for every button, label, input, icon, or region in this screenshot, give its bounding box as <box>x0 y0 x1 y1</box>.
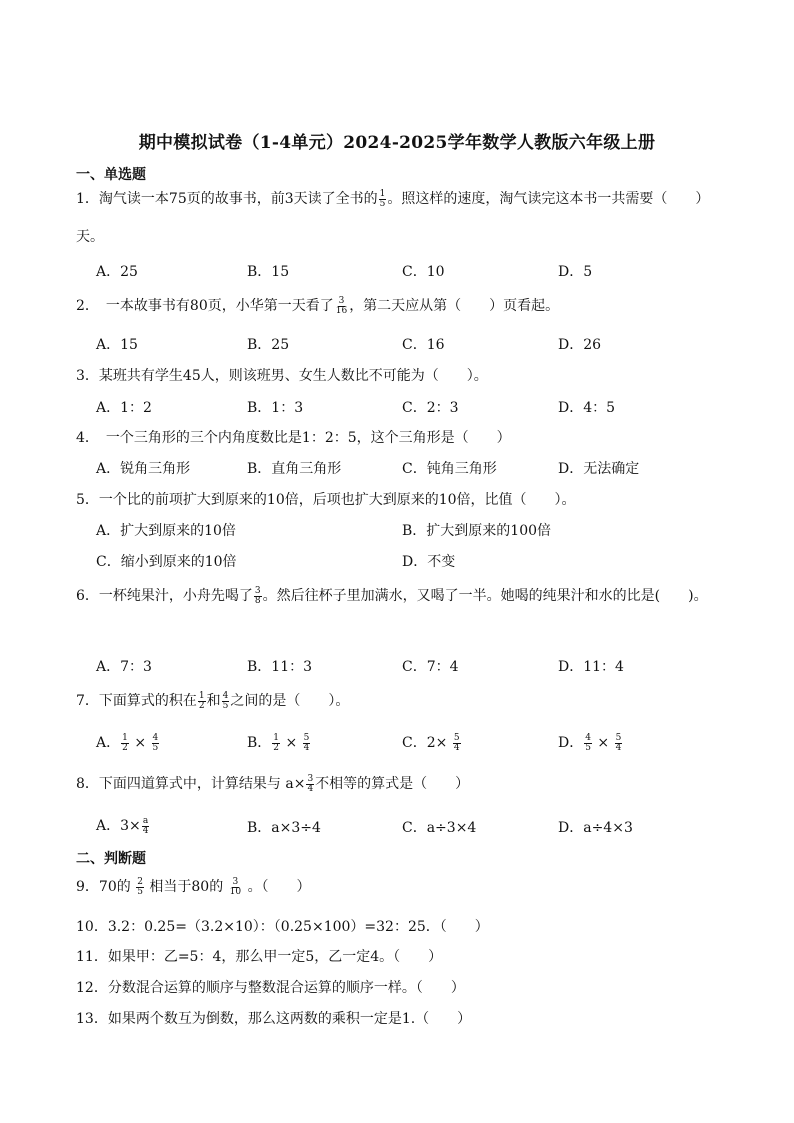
option-b[interactable]: B．扩大到原来的100倍 <box>402 523 552 539</box>
option-b[interactable]: B．15 <box>247 264 290 280</box>
section-heading-true-false: 二、判断题 <box>76 851 146 867</box>
fraction: $\frac{1}{2}$ <box>273 732 280 753</box>
question-6 <box>76 577 716 615</box>
question-12: 12．分数混合运算的顺序与整数混合运算的顺序一样。（ ） <box>76 980 465 996</box>
option-b[interactable]: B．1：3 <box>247 400 304 416</box>
option-c[interactable]: C．16 <box>402 337 445 353</box>
fraction: $\frac{4}{5}$ <box>152 732 159 753</box>
question-text: 和 <box>206 693 221 709</box>
fraction: $\frac{a}{4}$ <box>142 815 149 836</box>
fraction: $\frac{4}{5}$ <box>222 690 229 711</box>
fraction: $\frac{4}{5}$ <box>585 732 591 753</box>
option-b[interactable]: B．25 <box>247 337 290 353</box>
question-text: 不相等的算式是（ ） <box>315 776 470 792</box>
question-10: 10．3.2：0.25=（3.2×10）：（0.25×100）=32：25．（ ） <box>76 919 489 935</box>
question-text: 之间的是（ ）。 <box>230 693 350 709</box>
option-c[interactable]: C．2× $\frac{5}{4}$ <box>402 732 460 753</box>
question-5: 5．一个比的前项扩大到原来的10倍，后项也扩大到原来的10倍，比值（ ）。 <box>76 492 576 508</box>
option-d[interactable]: D． $\frac{4}{5}$ × $\frac{5}{4}$ <box>558 732 622 753</box>
question-text: 1．淘气读一本75页的故事书，前3天读了全书的 <box>76 191 378 207</box>
option-c[interactable]: C．10 <box>402 264 445 280</box>
question-11: 11．如果甲：乙=5：4，那么甲一定5，乙一定4。（ ） <box>76 949 443 965</box>
option-c[interactable]: C．a÷3×4 <box>402 820 477 836</box>
fraction: $\frac{1}{5}$ <box>379 188 386 209</box>
fraction: $\frac{3}{10}$ <box>229 876 242 897</box>
option-d[interactable]: D．不变 <box>402 554 456 570</box>
option-d[interactable]: D．11：4 <box>558 659 624 675</box>
fraction: $\frac{5}{4}$ <box>615 732 622 753</box>
option-a[interactable]: A．15 <box>96 337 138 353</box>
question-text: 相当于80的 <box>149 879 224 895</box>
question-text: 6．一杯纯果汁，小舟先喝了 <box>76 588 253 604</box>
question-text: 8．下面四道算式中，计算结果与 a× <box>76 776 306 792</box>
question-text: 。照这样的速度，淘气读完这本书一共需要（ ）天。 <box>76 191 710 245</box>
question-8 <box>76 773 469 794</box>
option-d[interactable]: D．a÷4×3 <box>558 820 633 836</box>
option-a[interactable]: A．扩大到原来的10倍 <box>96 523 236 539</box>
option-a[interactable]: A．7：3 <box>96 659 152 675</box>
option-d[interactable]: D．5 <box>558 264 593 280</box>
option-c[interactable]: C．缩小到原来的10倍 <box>96 554 237 570</box>
fraction: $\frac{3}{4}$ <box>307 773 314 794</box>
fraction: $\frac{2}{5}$ <box>137 876 143 897</box>
question-text: 。（ ） <box>247 879 311 895</box>
fraction: $\frac{1}{2}$ <box>122 732 128 753</box>
question-text: 9．70的 <box>76 879 131 895</box>
option-b[interactable]: B．直角三角形 <box>247 461 342 477</box>
section-heading-single-choice: 一、单选题 <box>76 167 146 183</box>
option-b[interactable]: B．11：3 <box>247 659 313 675</box>
option-b[interactable]: B．a×3÷4 <box>247 820 321 836</box>
fraction: $\frac{1}{2}$ <box>198 690 205 711</box>
fraction: $\frac{3}{8}$ <box>254 585 261 606</box>
question-3: 3．某班共有学生45人，则该班男、女生人数比不可能为（ ）。 <box>76 368 488 384</box>
question-text: ，第二天应从第（ ）页看起。 <box>349 298 560 314</box>
option-d[interactable]: D．26 <box>558 337 602 353</box>
option-a[interactable]: A．1：2 <box>96 400 152 416</box>
question-4: 4． 一个三角形的三个内角度数比是1：2：5，这个三角形是（ ） <box>76 430 511 446</box>
fraction: $\frac{5}{4}$ <box>453 732 460 753</box>
option-a[interactable]: A．3× $\frac{a}{4}$ <box>96 815 149 836</box>
option-c[interactable]: C．2：3 <box>402 400 459 416</box>
question-text: 7．下面算式的积在 <box>76 693 197 709</box>
question-2 <box>76 295 559 316</box>
option-d[interactable]: D．4：5 <box>558 400 616 416</box>
option-c[interactable]: C．钝角三角形 <box>402 461 497 477</box>
question-9 <box>76 876 311 897</box>
option-b[interactable]: B． $\frac{1}{2}$ × $\frac{5}{4}$ <box>247 732 310 753</box>
option-a[interactable]: A．锐角三角形 <box>96 461 191 477</box>
option-d[interactable]: D．无法确定 <box>558 461 640 477</box>
question-7 <box>76 690 349 711</box>
fraction: $\frac{5}{4}$ <box>303 732 310 753</box>
question-text: 2． 一本故事书有80页，小华第一天看了 <box>76 298 334 314</box>
page-title: 期中模拟试卷（1-4单元）2024-2025学年数学人教版六年级上册 <box>138 133 656 153</box>
fraction: $\frac{3}{16}$ <box>335 295 348 316</box>
question-1 <box>76 180 716 256</box>
option-a[interactable]: A． $\frac{1}{2}$ × $\frac{4}{5}$ <box>96 732 159 753</box>
option-a[interactable]: A．25 <box>96 264 138 280</box>
question-13: 13．如果两个数互为倒数，那么这两数的乘积一定是1.（ ） <box>76 1011 472 1027</box>
question-text: 。然后往杯子里加满水，又喝了一半。她喝的纯果汁和水的比是( )。 <box>262 588 708 604</box>
option-c[interactable]: C．7：4 <box>402 659 459 675</box>
